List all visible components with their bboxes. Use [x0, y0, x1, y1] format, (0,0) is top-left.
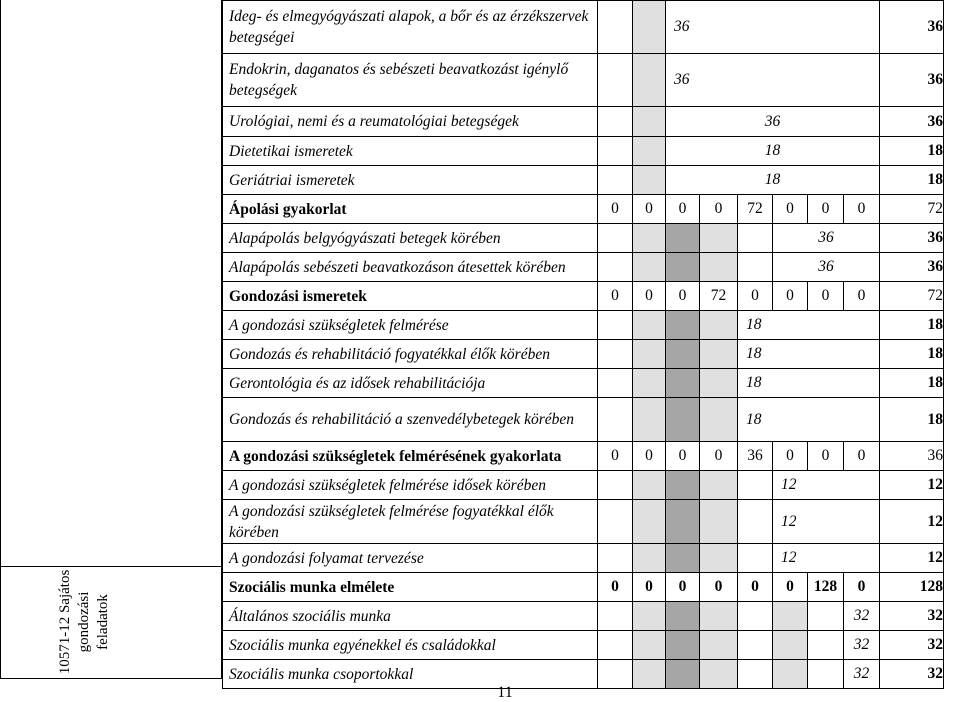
table-row	[223, 195, 944, 224]
empty-cell	[633, 471, 666, 500]
hour-cell: 0	[598, 573, 633, 602]
empty-cell	[666, 224, 700, 253]
empty-cell	[700, 602, 738, 631]
table-row	[223, 573, 944, 602]
empty-cell	[633, 602, 666, 631]
curriculum-table	[222, 0, 944, 689]
empty-cell	[666, 340, 700, 369]
empty-cell	[666, 500, 700, 544]
hour-span-cell: 12	[773, 500, 880, 544]
hour-cell: 0	[700, 442, 738, 471]
empty-cell	[598, 369, 633, 398]
total-cell: 18	[880, 369, 944, 398]
hour-span-cell: 36	[773, 253, 880, 282]
hour-cell: 0	[666, 282, 700, 311]
row-label: A gondozási folyamat tervezése	[223, 544, 598, 573]
total-cell: 36	[880, 54, 944, 107]
hour-span-cell: 18	[738, 398, 880, 442]
empty-cell	[700, 253, 738, 282]
hour-span-cell: 32	[844, 631, 880, 660]
total-cell: 72	[880, 282, 944, 311]
total-cell: 36	[880, 107, 944, 137]
side-column	[0, 0, 222, 679]
row-label: Ideg- és elmegyógyászati alapok, a bőr és az érzékszervek betegségei	[223, 1, 598, 54]
hour-span-cell: 18	[666, 137, 880, 166]
row-label: Gerontológia és az idősek rehabilitációja	[223, 369, 598, 398]
table-row	[223, 602, 944, 631]
row-label: Gondozás és rehabilitáció fogyatékkal élők körében	[223, 340, 598, 369]
empty-cell	[700, 631, 738, 660]
empty-cell	[773, 602, 808, 631]
table-row	[223, 1, 944, 54]
empty-cell	[700, 224, 738, 253]
row-label: A gondozási szükségletek felmérése fogyatékkal élők körében	[223, 500, 598, 544]
empty-cell	[700, 544, 738, 573]
table-row	[223, 253, 944, 282]
total-cell: 18	[880, 166, 944, 195]
hour-cell: 0	[598, 195, 633, 224]
total-cell: 32	[880, 602, 944, 631]
empty-cell	[598, 398, 633, 442]
hour-cell: 0	[700, 573, 738, 602]
row-label: Ápolási gyakorlat	[223, 195, 598, 224]
empty-cell	[700, 311, 738, 340]
hour-cell: 72	[700, 282, 738, 311]
side-border-left	[0, 0, 1, 679]
hour-cell: 0	[633, 442, 666, 471]
hour-cell: 0	[666, 573, 700, 602]
total-cell: 18	[880, 340, 944, 369]
total-cell: 32	[880, 660, 944, 689]
hour-span-cell: 12	[773, 471, 880, 500]
row-label: Szociális munka egyénekkel és családokkal	[223, 631, 598, 660]
empty-cell	[700, 398, 738, 442]
module-side-label: 10571-12 Sajátos gondozási feladatok	[57, 569, 111, 675]
empty-cell	[666, 311, 700, 340]
row-label: Szociális munka elmélete	[223, 573, 598, 602]
empty-cell	[666, 544, 700, 573]
hour-cell: 0	[633, 282, 666, 311]
hour-span-cell: 36	[666, 54, 880, 107]
total-cell: 18	[880, 398, 944, 442]
empty-cell	[773, 631, 808, 660]
total-cell: 36	[880, 442, 944, 471]
empty-cell	[738, 224, 773, 253]
empty-cell	[666, 398, 700, 442]
table-row	[223, 544, 944, 573]
hour-cell: 36	[738, 442, 773, 471]
hour-span-cell: 32	[844, 660, 880, 689]
table-row	[223, 137, 944, 166]
total-cell: 36	[880, 224, 944, 253]
hour-cell: 72	[738, 195, 773, 224]
total-cell: 128	[880, 573, 944, 602]
page-number: 11	[497, 684, 513, 701]
row-label: A gondozási szükségletek felmérése idősek körében	[223, 471, 598, 500]
empty-cell	[633, 311, 666, 340]
table-row	[223, 311, 944, 340]
total-cell: 18	[880, 311, 944, 340]
hour-cell: 0	[808, 195, 844, 224]
table-row	[223, 166, 944, 195]
empty-cell	[666, 369, 700, 398]
total-cell: 12	[880, 471, 944, 500]
table-row	[223, 54, 944, 107]
table-row	[223, 500, 944, 544]
empty-cell	[808, 631, 844, 660]
hour-span-cell: 18	[738, 369, 880, 398]
empty-cell	[598, 253, 633, 282]
empty-cell	[666, 253, 700, 282]
row-label: Gondozás és rehabilitáció a szenvedélybetegek körében	[223, 398, 598, 442]
row-label: Gondozási ismeretek	[223, 282, 598, 311]
hour-span-cell: 18	[738, 311, 880, 340]
hour-cell: 0	[773, 573, 808, 602]
table-row	[223, 340, 944, 369]
empty-cell	[633, 166, 666, 195]
empty-cell	[598, 340, 633, 369]
empty-cell	[633, 107, 666, 137]
total-cell: 32	[880, 631, 944, 660]
empty-cell	[633, 1, 666, 54]
hour-cell: 0	[773, 282, 808, 311]
hour-span-cell: 36	[666, 1, 880, 54]
hour-cell: 0	[773, 442, 808, 471]
empty-cell	[666, 471, 700, 500]
row-label: Alapápolás sebészeti beavatkozáson átesettek körében	[223, 253, 598, 282]
hour-cell: 0	[844, 573, 880, 602]
hour-cell: 0	[633, 573, 666, 602]
table-row	[223, 369, 944, 398]
empty-cell	[598, 54, 633, 107]
empty-cell	[598, 544, 633, 573]
hour-cell: 0	[738, 573, 773, 602]
table-row	[223, 282, 944, 311]
row-label: Általános szociális munka	[223, 602, 598, 631]
empty-cell	[738, 471, 773, 500]
hour-span-cell: 32	[844, 602, 880, 631]
hour-cell: 0	[808, 282, 844, 311]
hour-cell: 0	[844, 195, 880, 224]
empty-cell	[598, 500, 633, 544]
empty-cell	[598, 107, 633, 137]
hour-cell: 0	[700, 195, 738, 224]
empty-cell	[598, 224, 633, 253]
row-label: Szociális munka csoportokkal	[223, 660, 598, 689]
total-cell: 72	[880, 195, 944, 224]
empty-cell	[633, 224, 666, 253]
hour-cell: 0	[738, 282, 773, 311]
empty-cell	[633, 398, 666, 442]
hour-cell: 0	[598, 282, 633, 311]
empty-cell	[633, 253, 666, 282]
table-row	[223, 224, 944, 253]
hour-span-cell: 18	[666, 166, 880, 195]
empty-cell	[738, 253, 773, 282]
empty-cell	[598, 471, 633, 500]
total-cell: 18	[880, 137, 944, 166]
side-border-bottom	[0, 678, 222, 679]
row-label: Geriátriai ismeretek	[223, 166, 598, 195]
hour-cell: 0	[666, 442, 700, 471]
empty-cell	[700, 500, 738, 544]
empty-cell	[633, 137, 666, 166]
empty-cell	[700, 369, 738, 398]
empty-cell	[633, 500, 666, 544]
table-row	[223, 107, 944, 137]
hour-cell: 0	[633, 195, 666, 224]
empty-cell	[633, 54, 666, 107]
hour-cell: 128	[808, 573, 844, 602]
empty-cell	[633, 340, 666, 369]
table-row	[223, 442, 944, 471]
row-label: A gondozási szükségletek felmérésének gyakorlata	[223, 442, 598, 471]
empty-cell	[598, 166, 633, 195]
hour-span-cell: 12	[773, 544, 880, 573]
total-cell: 12	[880, 500, 944, 544]
hour-cell: 0	[808, 442, 844, 471]
row-label: Dietetikai ismeretek	[223, 137, 598, 166]
empty-cell	[598, 602, 633, 631]
empty-cell	[633, 544, 666, 573]
table-row	[223, 631, 944, 660]
empty-cell	[738, 500, 773, 544]
empty-cell	[598, 631, 633, 660]
table-row	[223, 398, 944, 442]
empty-cell	[738, 544, 773, 573]
empty-cell	[633, 631, 666, 660]
empty-cell	[808, 602, 844, 631]
hour-cell: 0	[598, 442, 633, 471]
empty-cell	[738, 602, 773, 631]
total-cell: 36	[880, 253, 944, 282]
empty-cell	[598, 137, 633, 166]
row-label: Urológiai, nemi és a reumatológiai betegségek	[223, 107, 598, 137]
hour-cell: 0	[773, 195, 808, 224]
empty-cell	[666, 602, 700, 631]
hour-span-cell: 36	[666, 107, 880, 137]
hour-span-cell: 18	[738, 340, 880, 369]
hour-cell: 0	[844, 442, 880, 471]
row-label: Alapápolás belgyógyászati betegek körében	[223, 224, 598, 253]
row-label: A gondozási szükségletek felmérése	[223, 311, 598, 340]
empty-cell	[700, 471, 738, 500]
empty-cell	[598, 311, 633, 340]
empty-cell	[700, 340, 738, 369]
row-label: Endokrin, daganatos és sebészeti beavatkozást igénylő betegségek	[223, 54, 598, 107]
hour-span-cell: 36	[773, 224, 880, 253]
empty-cell	[666, 631, 700, 660]
total-cell: 12	[880, 544, 944, 573]
hour-cell: 0	[666, 195, 700, 224]
empty-cell	[633, 369, 666, 398]
total-cell: 36	[880, 1, 944, 54]
hour-cell: 0	[844, 282, 880, 311]
table-row	[223, 471, 944, 500]
empty-cell	[598, 1, 633, 54]
empty-cell	[738, 631, 773, 660]
